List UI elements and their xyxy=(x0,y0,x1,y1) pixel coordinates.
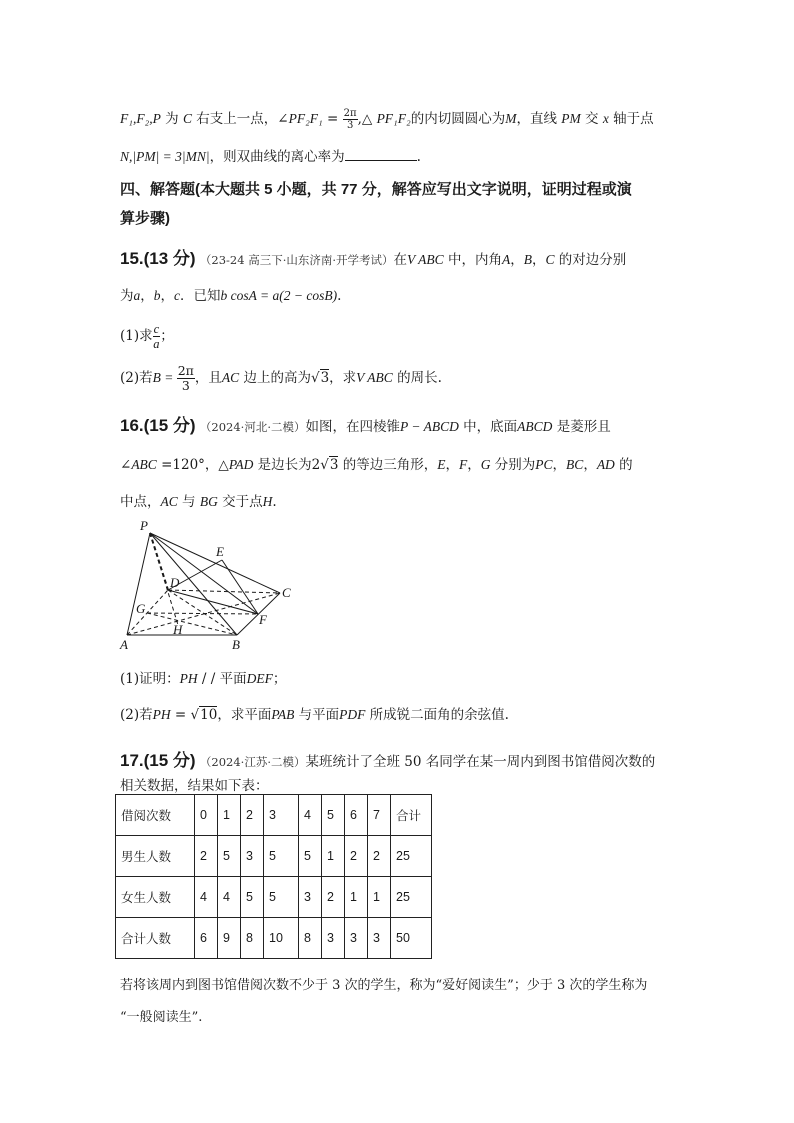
math: b xyxy=(153,288,161,303)
intro-line-2 xyxy=(120,145,421,165)
q15-stem-2 xyxy=(120,284,341,304)
q15-stem-1 xyxy=(120,244,626,269)
text: 与 xyxy=(177,494,200,510)
text: ∠ xyxy=(120,457,132,473)
table-cell: 2 xyxy=(345,836,368,877)
text: 中，内角 xyxy=(443,252,502,268)
edge-GB xyxy=(147,613,237,635)
text: 为 xyxy=(120,288,134,304)
text: ， xyxy=(445,457,459,473)
math: F xyxy=(458,457,468,472)
frac-denominator: 3 xyxy=(346,120,354,131)
text: 是边长为 xyxy=(253,457,312,473)
question-source: （23-24 高三下·山东济南·开学考试） xyxy=(199,253,394,267)
table-cell: 1 xyxy=(345,877,368,918)
frac-numerator: c xyxy=(153,322,160,336)
text: / / 平面 xyxy=(197,671,247,687)
table-cell: 10 xyxy=(264,918,299,959)
part-label: (2)若 xyxy=(120,707,153,723)
frac-numerator: 2π xyxy=(343,108,357,119)
table-cell: 25 xyxy=(391,877,432,918)
math: C xyxy=(545,252,555,267)
table-cell: 3 xyxy=(241,836,264,877)
math: H xyxy=(262,494,273,509)
q17-stem-2: 相关数据，结果如下表： xyxy=(120,778,269,794)
q16-stem-3 xyxy=(120,490,277,510)
text: 是菱形且 xyxy=(552,419,611,435)
table-cell: 8 xyxy=(299,918,322,959)
text: 的对边分别 xyxy=(554,252,627,268)
frac-denominator: 3 xyxy=(181,378,190,393)
text: . xyxy=(272,494,277,510)
label-E: E xyxy=(216,544,224,559)
math: a xyxy=(133,288,141,303)
text: 中，底面 xyxy=(458,419,518,435)
answer-blank[interactable] xyxy=(345,148,417,161)
math: F₁,F₂,P xyxy=(120,111,161,126)
table-cell: 50 xyxy=(391,918,432,959)
table-cell: 3 xyxy=(264,795,299,836)
text: 的等边三角形， xyxy=(338,457,438,473)
table-cell: 8 xyxy=(241,918,264,959)
table-cell: 1 xyxy=(322,836,345,877)
math: PAB xyxy=(271,707,295,722)
math: ABCD xyxy=(517,419,553,434)
text: 轴于点 xyxy=(608,111,654,127)
frac-numerator: 2π xyxy=(177,363,194,378)
intro-line-1 xyxy=(120,107,654,131)
math: BG xyxy=(199,494,218,509)
math: 2 xyxy=(311,457,321,473)
table-cell: 1 xyxy=(368,877,391,918)
table-row xyxy=(116,918,432,959)
question-score: (15 分) xyxy=(143,751,196,770)
math: B xyxy=(523,252,532,267)
q17-after-1: 若将该周内到图书馆借阅次数不少于 3 次的学生，称为“爱好阅读生”；少于 3 次的学生称为 xyxy=(120,978,648,993)
question-source: （2024·河北·二模） xyxy=(199,420,306,434)
label-P: P xyxy=(140,518,148,533)
table-cell: 0 xyxy=(195,795,218,836)
edge-AD xyxy=(127,590,168,635)
math: PAD xyxy=(228,457,254,472)
q15-part-1 xyxy=(120,322,174,351)
section-heading: 四、解答题(本大题共 5 小题，共 77 分，解答应写出文字说明，证明过程或演 xyxy=(120,181,632,198)
table-row xyxy=(116,877,432,918)
label-C: C xyxy=(282,585,291,600)
table-cell: 25 xyxy=(391,836,432,877)
text: ，则双曲线的离心率为 xyxy=(209,149,345,165)
text: 如图，在四棱锥 xyxy=(305,419,400,435)
math: PH xyxy=(152,707,171,722)
text: 与平面 xyxy=(294,707,340,723)
sqrt-radicand: 3 xyxy=(329,457,339,473)
text: 某班统计了全班 50 名同学在某一周内到图书馆借阅次数的 xyxy=(305,754,656,770)
text: . xyxy=(416,149,421,165)
table-cell: 4 xyxy=(195,877,218,918)
table-cell: 6 xyxy=(345,795,368,836)
text: 交 xyxy=(580,111,603,127)
table-cell: 5 xyxy=(264,836,299,877)
edge-DC xyxy=(168,590,280,593)
math: M xyxy=(505,111,517,126)
text: ， xyxy=(510,252,524,268)
text: = xyxy=(322,111,343,127)
text: 边上的高为 xyxy=(239,370,311,386)
edge-PF xyxy=(150,533,258,614)
math: V ABC xyxy=(356,370,393,385)
question-score: (13 分) xyxy=(143,249,196,268)
pyramid-figure xyxy=(110,515,310,655)
text: ，求 xyxy=(329,370,357,386)
text: 为 xyxy=(160,111,183,127)
question-number: 16. xyxy=(120,416,144,435)
table-cell: 1 xyxy=(218,795,241,836)
part-label: (1)求 xyxy=(120,328,153,344)
text: ； xyxy=(272,671,287,687)
math: ABC xyxy=(131,457,157,472)
table-cell: 男生人数 xyxy=(116,836,195,877)
math: AC xyxy=(221,370,240,385)
math: PC xyxy=(535,457,553,472)
label-A: A xyxy=(120,637,128,652)
text: 的内切圆圆心为 xyxy=(410,111,506,127)
table-cell: 5 xyxy=(299,836,322,877)
table-cell: 3 xyxy=(368,918,391,959)
table-cell: 2 xyxy=(241,795,264,836)
text: . xyxy=(337,288,342,304)
text: ， xyxy=(140,288,154,304)
text: ， xyxy=(552,457,567,473)
fraction xyxy=(343,108,358,131)
text: ．已知 xyxy=(180,288,221,304)
math: G xyxy=(480,457,491,472)
math: DEF xyxy=(246,671,273,686)
sqrt-sign: √ xyxy=(190,707,200,723)
table-cell: 9 xyxy=(218,918,241,959)
data-table xyxy=(115,794,432,959)
section-heading-cont: 算步骤) xyxy=(120,210,170,227)
question-score: (15 分) xyxy=(143,416,196,435)
q17-stem-1 xyxy=(120,746,655,771)
sqrt-radicand: 3 xyxy=(320,370,330,386)
text: ， xyxy=(160,288,174,304)
math: PF₁F₂ xyxy=(376,111,411,126)
fraction xyxy=(177,364,195,393)
text: 分别为 xyxy=(490,457,536,473)
text: ， xyxy=(467,457,481,473)
text: 中点， xyxy=(120,494,161,510)
table-cell: 4 xyxy=(218,877,241,918)
text: 的 xyxy=(614,457,633,473)
math: A xyxy=(501,252,511,267)
text: 在 xyxy=(393,252,408,268)
text: ，求平面 xyxy=(217,707,272,723)
label-B: B xyxy=(232,637,240,652)
table-cell: 2 xyxy=(322,877,345,918)
math: E xyxy=(437,457,446,472)
math: B = xyxy=(152,370,177,385)
table-cell: 2 xyxy=(195,836,218,877)
math: PF₂F₁ xyxy=(288,111,323,126)
table-cell: 7 xyxy=(368,795,391,836)
sqrt-radicand: 10 xyxy=(200,707,218,723)
text: =120°，△ xyxy=(156,457,229,473)
question-source: （2024·江苏·二模） xyxy=(199,755,306,769)
text: 的周长. xyxy=(392,370,442,386)
q16-stem-1 xyxy=(120,411,611,436)
math: P − ABCD xyxy=(399,419,459,434)
table-cell: 3 xyxy=(299,877,322,918)
table-cell: 女生人数 xyxy=(116,877,195,918)
math: AC xyxy=(160,494,178,509)
table-row xyxy=(116,836,432,877)
math: AD xyxy=(596,457,615,472)
label-F: F xyxy=(259,612,267,627)
part-label: (2)若 xyxy=(120,370,153,386)
q16-part-2 xyxy=(120,703,509,723)
text: ； xyxy=(160,328,174,344)
table-cell: 5 xyxy=(241,877,264,918)
label-D: D xyxy=(170,575,180,590)
q16-stem-2 xyxy=(120,453,633,473)
math: BC xyxy=(566,457,584,472)
q15-part-2 xyxy=(120,364,442,393)
math: PH xyxy=(179,671,198,686)
label-G: G xyxy=(136,601,146,616)
text: 右支上一点，∠ xyxy=(192,111,289,127)
table-cell: 3 xyxy=(322,918,345,959)
text: = xyxy=(170,707,191,723)
label-H: H xyxy=(173,622,183,637)
q16-part-1 xyxy=(120,667,286,687)
table-cell: 5 xyxy=(322,795,345,836)
sqrt-sign: √ xyxy=(320,457,329,473)
table-cell: 5 xyxy=(218,836,241,877)
q17-after-2: “一般阅读生”. xyxy=(120,1010,203,1025)
table-cell: 3 xyxy=(345,918,368,959)
edge-PA xyxy=(127,533,150,635)
math: b cosA = a(2 − cosB) xyxy=(220,288,338,303)
part-label: (1)证明： xyxy=(120,671,180,687)
math: x xyxy=(602,111,609,126)
text: 所成锐二面角的余弦值. xyxy=(365,707,509,723)
table-cell: 5 xyxy=(264,877,299,918)
text: ,△ xyxy=(357,111,377,127)
math: N,|PM| = 3|MN| xyxy=(120,149,210,164)
text: ， xyxy=(583,457,597,473)
math: V ABC xyxy=(407,252,444,267)
question-number: 17. xyxy=(120,751,144,770)
math: PDF xyxy=(339,707,366,722)
sqrt-sign: √ xyxy=(310,370,320,386)
text: ，且 xyxy=(194,370,222,386)
text: ， xyxy=(531,252,546,268)
frac-denominator: a xyxy=(153,337,160,351)
math: C xyxy=(182,111,192,126)
table-cell: 2 xyxy=(368,836,391,877)
text: ，直线 xyxy=(516,111,562,127)
table-cell: 4 xyxy=(299,795,322,836)
table-cell: 合计 xyxy=(391,795,432,836)
table-cell: 合计人数 xyxy=(116,918,195,959)
math: c xyxy=(174,288,180,303)
question-number: 15. xyxy=(120,249,144,268)
table-cell: 6 xyxy=(195,918,218,959)
table-cell: 借阅次数 xyxy=(116,795,195,836)
table-row xyxy=(116,795,432,836)
math: PM xyxy=(561,111,581,126)
text: 交于点 xyxy=(217,494,263,510)
